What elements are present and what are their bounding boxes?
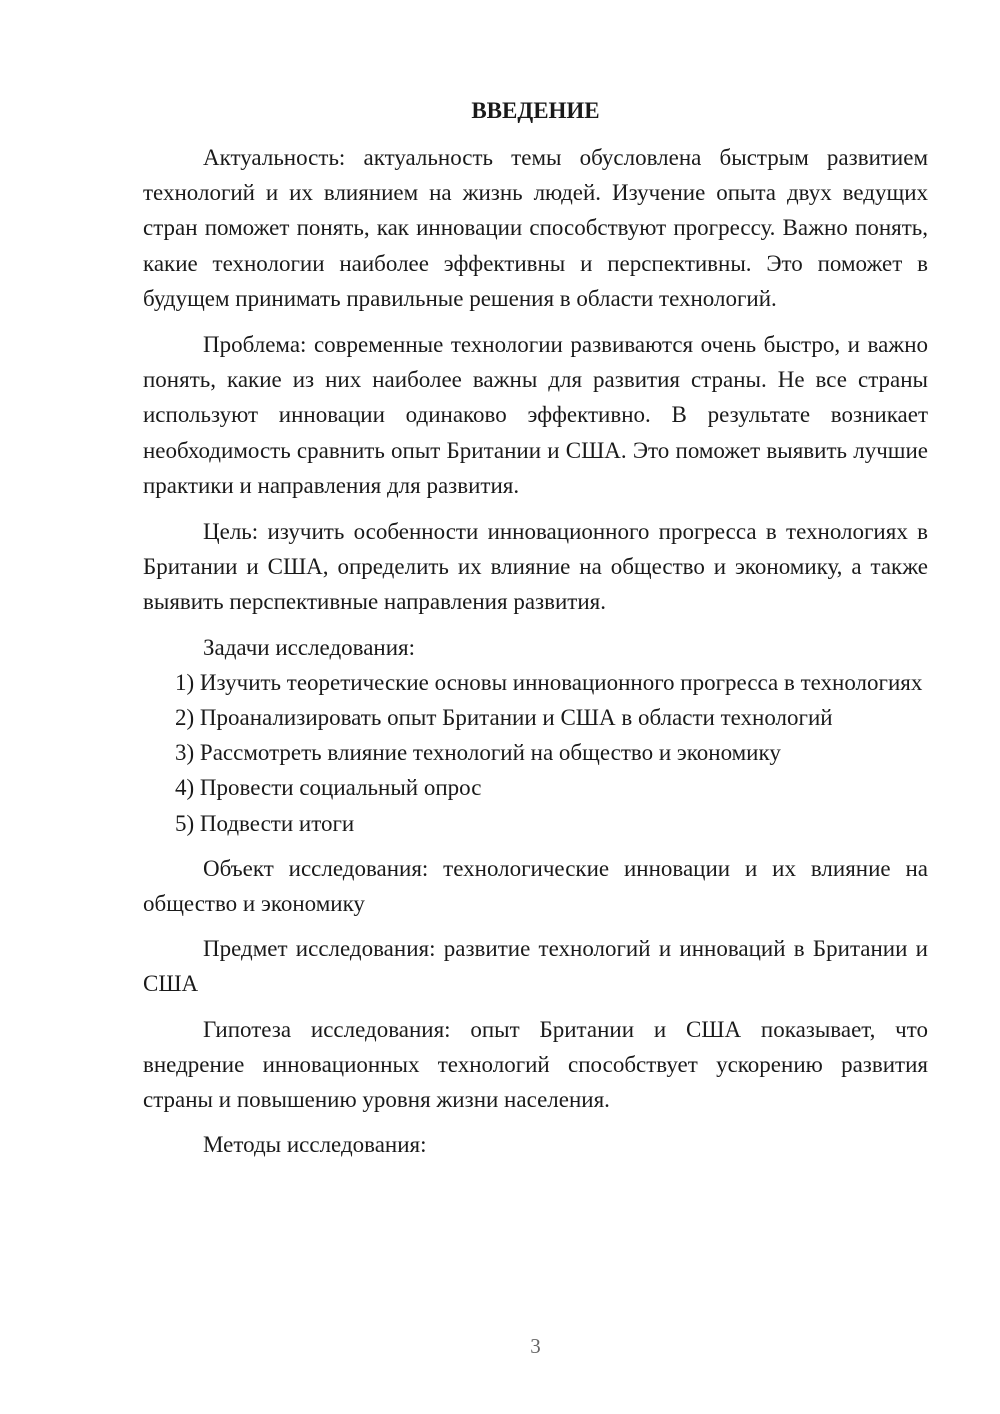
list-item: 1) Изучить теоретические основы инновационного прогресса в технологиях (175, 669, 923, 695)
list-item: 4) Провести социальный опрос (175, 775, 482, 801)
document-page (143, 0, 928, 1414)
paragraph-relevance: Актуальность: актуальность темы обусловлена быстрым развитием технологий и их влиянием на жизнь людей. Изучение опыта двух ведущих стран поможет понять, как инновации способствуют прогрессу. Важно понять, какие технологии наиболее эффективны и перспективны. Это поможет в будущем принимать правильные решения в области технологий. (143, 145, 928, 311)
paragraph-subject: Предмет исследования: развитие технологий и инноваций в Британии и США (143, 936, 928, 997)
tasks-heading: Задачи исследования: (203, 634, 416, 660)
list-item: 2) Проанализировать опыт Британии и США в области технологий (175, 705, 833, 731)
list-item: 5) Подвести итоги (175, 810, 355, 836)
paragraph-object: Объект исследования: технологические инновации и их влияние на общество и экономику (143, 855, 928, 917)
paragraph-problem: Проблема: современные технологии развиваются очень быстро, и важно понять, какие из них наиболее важны для развития страны. Не все страны используют инновации одинаково эффективно. В результате возникает необходимость сравнить опыт Британии и США. Это поможет выявить лучшие практики и направления для развития. (143, 332, 928, 498)
paragraph-goal: Цель: изучить особенности инновационного прогресса в технологиях в Британии и США, определить их влияние на общество и экономику, а также выявить перспективные направления развития. (143, 519, 928, 615)
tasks-list (143, 665, 928, 841)
page-number: 3 (530, 1334, 541, 1358)
section-title: ВВЕДЕНИЕ (471, 98, 600, 123)
paragraph-hypothesis: Гипотеза исследования: опыт Британии и США показывает, что внедрение инновационных технологий способствует ускорению развития страны и повышению уровня жизни населения. (143, 1016, 928, 1113)
list-item: 3) Рассмотреть влияние технологий на общество и экономику (175, 740, 781, 766)
document-body (143, 140, 928, 1162)
paragraph-methods: Методы исследования: (203, 1132, 427, 1158)
